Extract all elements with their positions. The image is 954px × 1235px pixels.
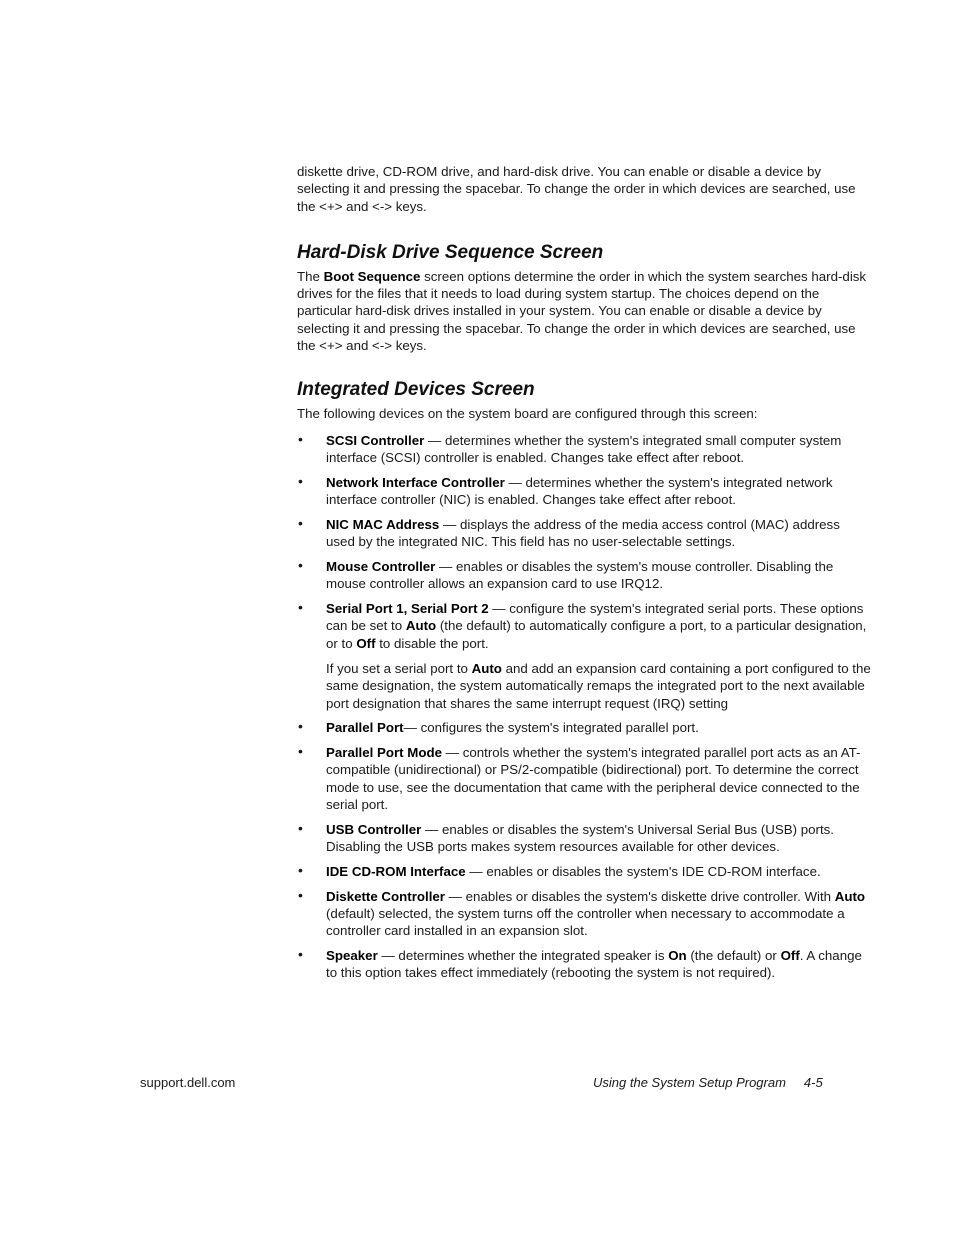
footer-site: support.dell.com [140, 1075, 236, 1090]
list-item [297, 558, 872, 593]
item-desc: — enables or disables the system's Universal Serial Bus (USB) ports. Disabling the USB ports makes system resources available for other devices. [326, 821, 834, 855]
list-item [297, 432, 872, 467]
bullet-icon: • [298, 819, 303, 836]
serial-ports-text [326, 600, 872, 652]
chapter-title: Using the System Setup Program [593, 1075, 786, 1090]
hdd-sequence-paragraph [297, 268, 872, 354]
item-desc: — determines whether the system's integrated small computer system interface (SCSI) controller is enabled. Changes take effect after reboot. [326, 432, 842, 465]
auto-term: Auto [834, 888, 866, 904]
item-desc: (the default) or [686, 948, 781, 964]
item-desc: . A change to this option takes effect immediately (rebooting the system is not required). [326, 948, 862, 981]
bullet-icon: • [298, 430, 303, 447]
auto-term: Auto [405, 618, 437, 634]
item-term: Network Interface Controller [326, 474, 505, 490]
list-item-serial-ports [297, 600, 872, 712]
item-term: Mouse Controller [326, 558, 436, 574]
item-desc: — controls whether the system's integrated parallel port acts as an AT-compatible (unidirectional) or PS/2-compatible (bidirectional) port. To determine the correct mode to use, see the documentation that came with the peripheral device connected to the serial port. [326, 745, 861, 813]
intro-paragraph: diskette drive, CD-ROM drive, and hard-disk drive. You can enable or disable a device by selecting it and pressing the spacebar. To change the order in which devices are searched, use the <+> and <-> keys. [297, 164, 856, 214]
item-desc: — determines whether the system's integrated network interface controller (NIC) is enabled. Changes take effect after reboot. [326, 474, 833, 508]
auto-term: Auto [471, 660, 502, 676]
item-desc: — configure the system's integrated serial ports. These options can be set to [326, 601, 864, 634]
off-term: Off [780, 948, 800, 964]
on-term: On [668, 948, 687, 964]
serial-port-note [326, 660, 872, 712]
note-text: If you set a serial port to [326, 660, 472, 676]
hdd-text-before: The [297, 268, 324, 284]
item-desc: — enables or disables the system's diskette drive controller. With [444, 888, 835, 904]
bullet-icon: • [298, 743, 303, 760]
bullet-icon: • [298, 946, 303, 963]
item-desc: to disable the port. [375, 635, 489, 651]
list-item [297, 821, 872, 856]
bullet-icon: • [298, 556, 303, 573]
bullet-icon: • [298, 718, 303, 735]
item-desc: — displays the address of the media access control (MAC) address used by the integrated NIC. This field has no user-selectable settings. [326, 516, 840, 550]
hdd-text-after: screen options determine the order in which the system searches hard-disk drives for the files that it needs to load during system startup. The choices depend on the particular hard-disk drives installed in your system. You can enable or disable a device by selecting it and pressing the spacebar. To change the order in which devices are searched, use the <+> and <-> keys. [297, 268, 867, 354]
list-item [297, 744, 872, 813]
item-desc: — determines whether the integrated speaker is [377, 948, 669, 964]
bullet-icon: • [298, 861, 303, 878]
footer-chapter [593, 1074, 823, 1091]
list-item [297, 863, 872, 880]
off-term: Off [356, 635, 376, 651]
list-item [297, 516, 872, 551]
bullet-icon: • [298, 472, 303, 489]
item-desc: (the default) to automatically configure a port, to a particular designation, or to [326, 618, 867, 651]
item-desc: — enables or disables the system's mouse controller. Disabling the mouse controller allows an expansion card to use IRQ12. [326, 558, 834, 592]
bullet-icon: • [298, 599, 303, 616]
item-term: Parallel Port Mode [326, 745, 443, 761]
device-list [297, 432, 872, 982]
integrated-devices-lead: The following devices on the system board are configured through this screen: [297, 406, 758, 422]
item-term: SCSI Controller [326, 432, 425, 448]
item-term: NIC MAC Address [326, 516, 440, 532]
item-desc: (default) selected, the system turns off the controller when necessary to accommodate a controller card installed in an expansion slot. [326, 906, 845, 939]
item-term: Speaker [326, 948, 378, 964]
list-item [297, 719, 872, 736]
integrated-devices-heading: Integrated Devices Screen [297, 379, 535, 401]
item-desc: — enables or disables the system's IDE CD-ROM interface. [465, 863, 821, 879]
bullet-icon: • [298, 514, 303, 531]
page-content [297, 163, 872, 989]
item-term: Parallel Port [326, 720, 404, 736]
item-term: IDE CD-ROM Interface [326, 863, 466, 879]
list-item [297, 474, 872, 509]
item-term: USB Controller [326, 821, 422, 837]
item-term: Serial Port 1, Serial Port 2 [326, 601, 489, 617]
item-term: Diskette Controller [326, 888, 445, 904]
list-item [297, 888, 872, 940]
boot-sequence-term: Boot Sequence [323, 268, 421, 284]
hdd-sequence-heading: Hard-Disk Drive Sequence Screen [297, 241, 604, 263]
item-desc: — configures the system's integrated parallel port. [403, 720, 699, 736]
page-number: 4-5 [803, 1075, 823, 1090]
note-text: and add an expansion card containing a port configured to the same designation, the system automatically remaps the integrated port to the next available port designation that shares the same interrupt request (IRQ) setting [326, 660, 871, 711]
bullet-icon: • [298, 886, 303, 903]
list-item [297, 947, 872, 982]
